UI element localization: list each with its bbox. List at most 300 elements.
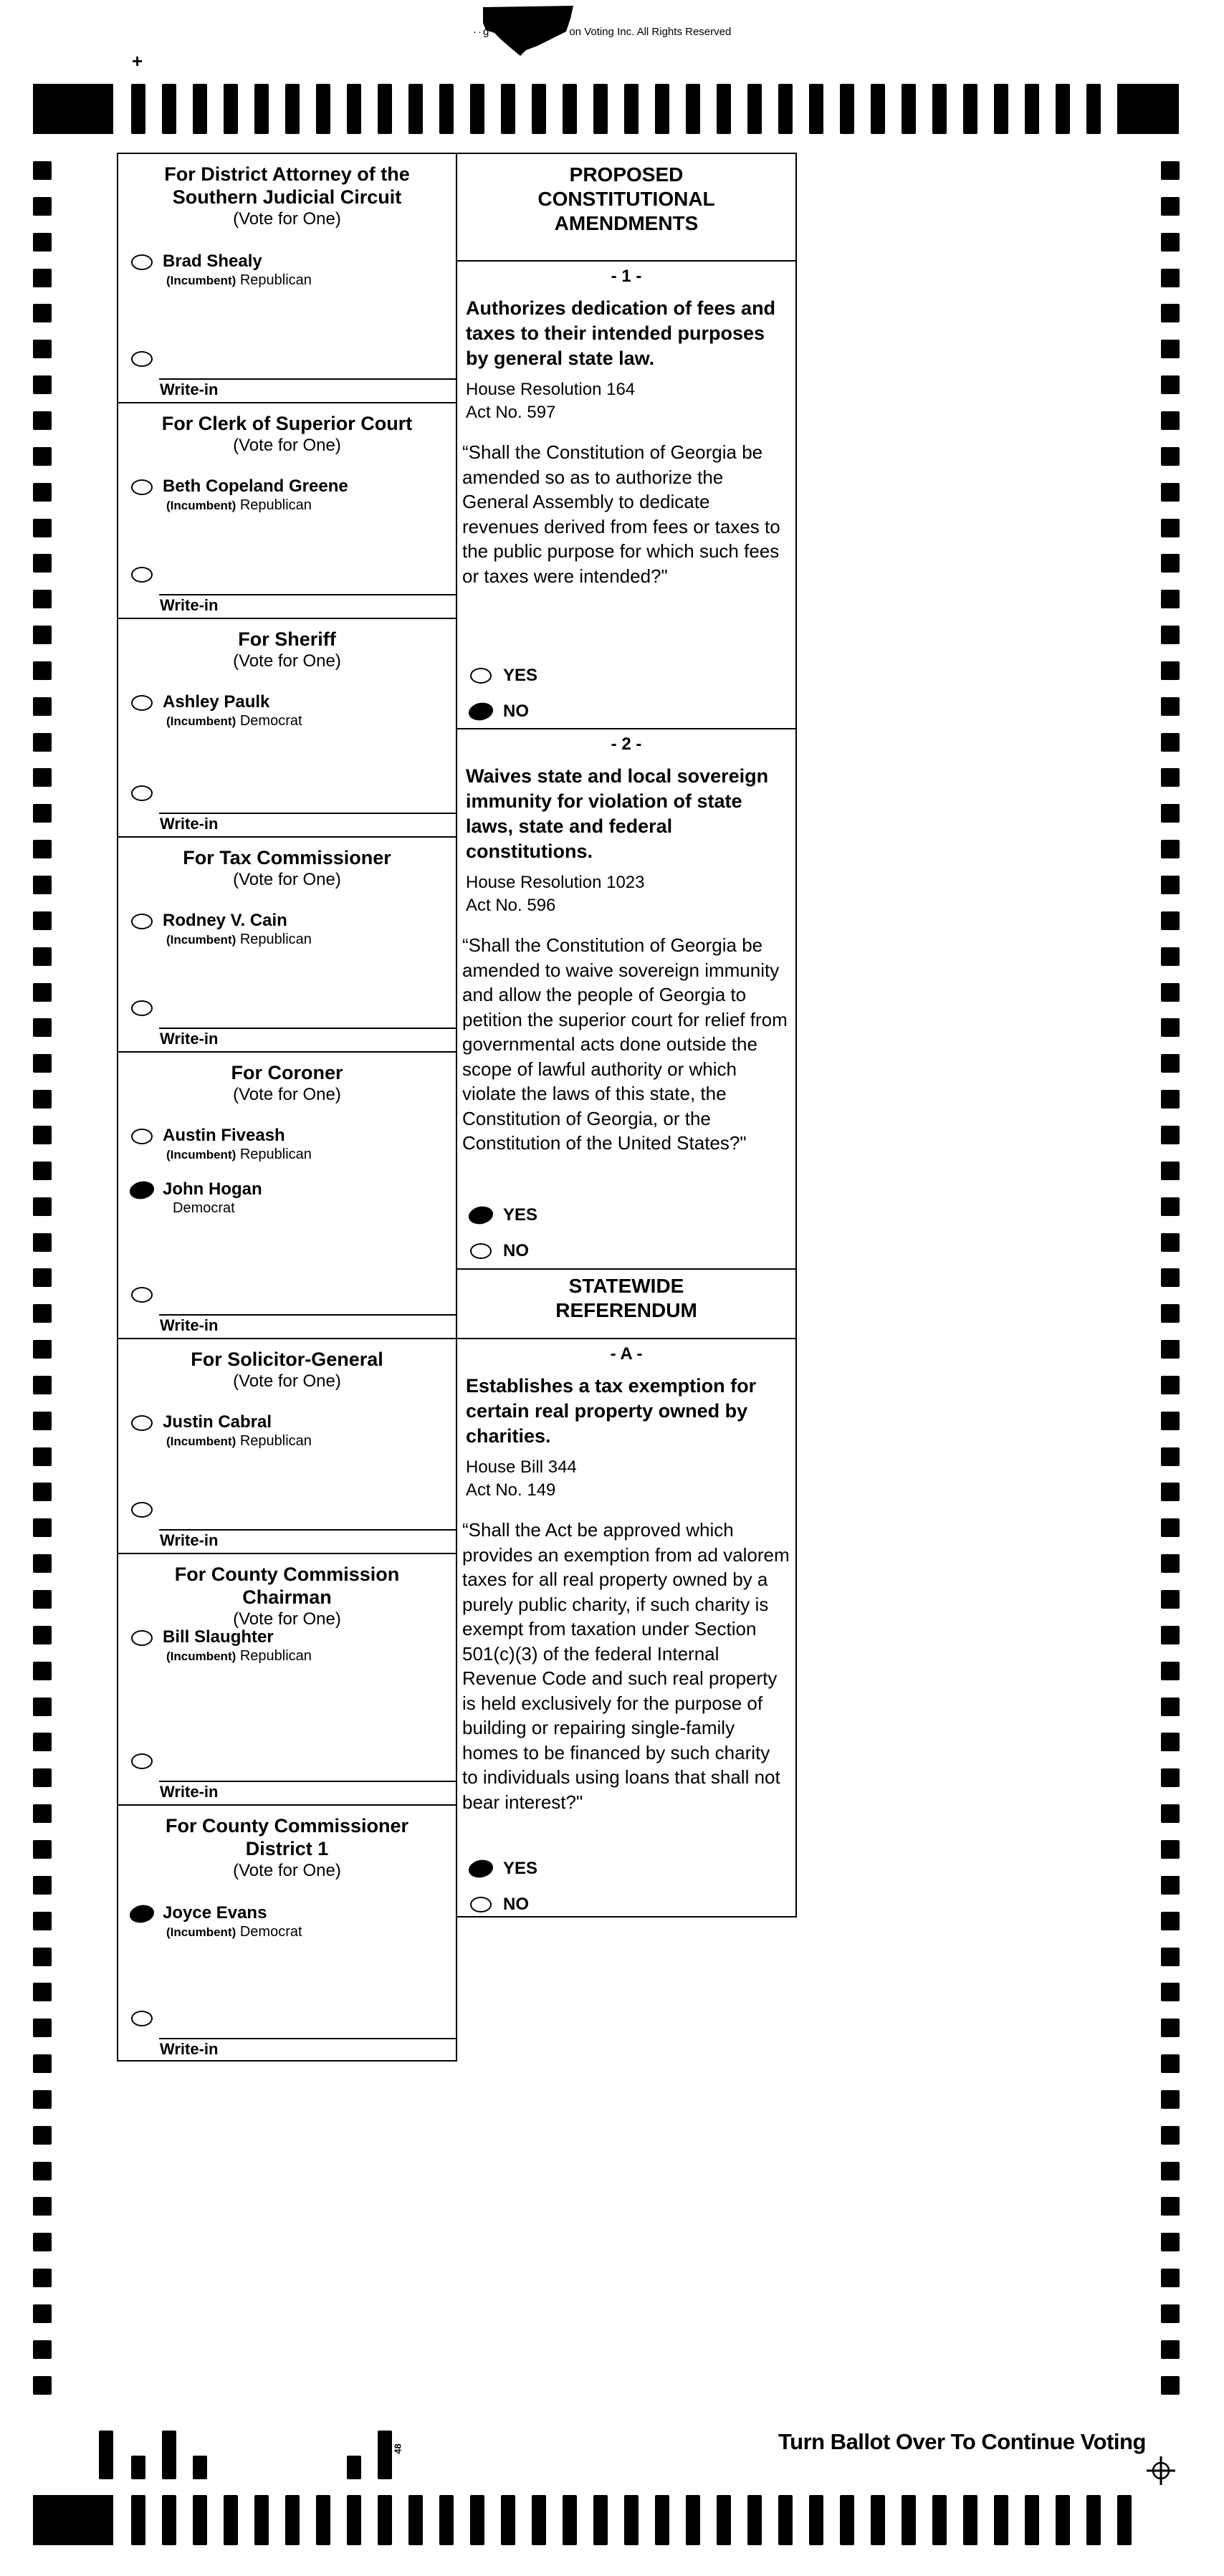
left-timing-mark [33,1483,52,1501]
top-timing-bar [285,84,300,134]
bottom-timing-bar [593,2495,608,2545]
candidate-name: Joyce Evans [163,1903,267,1923]
contest-vote-instruction: (Vote for One) [233,1609,341,1629]
ballot-measures-column [456,153,797,1917]
candidate-name: Ashley Paulk [163,692,270,712]
contest [118,619,456,838]
bottom-timing-bar [563,2495,577,2545]
candidate-party [166,712,302,730]
left-timing-mark [33,1268,52,1287]
bottom-timing-bar [1117,2495,1132,2545]
left-timing-mark [33,1698,52,1716]
candidate-option[interactable] [131,912,456,955]
left-timing-mark [33,1304,52,1323]
left-timing-mark [33,161,52,180]
bottom-timing-bar [686,2495,700,2545]
left-timing-mark [33,661,52,680]
candidate-name: Rodney V. Cain [163,911,287,930]
party-name: Republican [239,1146,312,1162]
right-timing-mark [1161,1268,1180,1287]
filled-vote-oval[interactable] [467,1205,495,1227]
right-timing-mark [1161,2019,1180,2037]
contest-title: For District Attorney of the Southern Judicial Circuit [164,163,410,208]
contest [118,1339,456,1554]
write-in-oval[interactable] [131,785,153,801]
turn-ballot-instruction: Turn Ballot Over To Continue Voting [778,2429,1146,2454]
right-timing-mark [1161,1662,1180,1680]
candidate-option[interactable] [131,1905,456,1948]
top-timing-bar [1025,84,1039,134]
left-timing-mark [33,1054,52,1073]
right-timing-mark [1161,626,1180,644]
left-timing-mark [33,2162,52,2180]
contest-title: For County Commission Chairman [174,1564,400,1608]
top-timing-bar [439,84,454,134]
left-timing-mark [33,1733,52,1751]
vote-oval[interactable] [470,1243,492,1259]
right-timing-mark [1161,1162,1180,1180]
contest-title: For Coroner [231,1062,343,1083]
vote-oval[interactable] [131,914,153,929]
vote-oval[interactable] [131,254,153,270]
bottom-timing-bar [408,2495,423,2545]
left-timing-mark [33,876,52,894]
left-timing-mark [33,1447,52,1466]
candidate-party [166,1146,312,1164]
bottom-timing-bar [624,2495,639,2545]
right-timing-mark [1161,2197,1180,2216]
right-timing-mark [1161,1768,1180,1787]
amendments-header [457,154,795,262]
candidate-name: Bill Slaughter [163,1627,274,1647]
contest [118,1806,456,2063]
incumbent-label: (Incumbent) [166,499,236,512]
option-label: YES [503,1859,538,1878]
right-timing-mark [1161,2340,1180,2359]
contest-title: For Sheriff [238,628,336,650]
right-timing-mark [1161,840,1180,858]
right-timing-mark [1161,1376,1180,1394]
bottom-timing-bar [1025,2495,1039,2545]
bottom-timing-bar [932,2495,947,2545]
right-timing-mark [1161,1304,1180,1323]
contest [118,1554,456,1806]
right-timing-mark [1161,947,1180,966]
contest [118,403,456,619]
right-timing-mark [1161,2304,1180,2323]
candidate-option[interactable] [131,1629,456,1672]
right-timing-mark [1161,447,1180,466]
left-timing-mark [33,768,52,787]
left-timing-mark [33,304,52,322]
incumbent-label: (Incumbent) [166,714,236,728]
candidate-party [166,1647,312,1665]
left-timing-mark [33,2054,52,2073]
bottom-timing-bar [347,2495,361,2545]
ballot-question [457,1339,795,1919]
candidate-party [166,497,312,514]
contest-vote-instruction: (Vote for One) [233,651,341,671]
top-timing-bar [624,84,639,134]
filled-vote-oval[interactable] [128,1903,156,1925]
right-timing-mark [1161,1733,1180,1751]
write-in-label: Write-in [160,1783,219,1801]
write-in-field[interactable] [159,2038,456,2039]
write-in-field[interactable] [159,594,456,595]
right-timing-mark [1161,519,1180,537]
left-timing-mark [33,1876,52,1895]
incumbent-label: (Incumbent) [166,1649,236,1663]
candidate-name: Austin Fiveash [163,1126,285,1145]
registration-mark: + [132,50,143,72]
left-timing-mark [33,804,52,823]
write-in-oval[interactable] [131,351,153,367]
candidate-name: Justin Cabral [163,1412,272,1432]
vote-oval[interactable] [470,668,492,684]
top-timing-bar [408,84,423,134]
incumbent-label: (Incumbent) [166,274,236,287]
left-timing-mark [33,626,52,644]
right-timing-mark [1161,1554,1180,1573]
left-timing-mark [33,2376,52,2395]
contest-title: For Tax Commissioner [183,847,391,868]
write-in-field[interactable] [159,1028,456,1029]
left-timing-mark [33,840,52,858]
candidate-option[interactable] [131,1414,456,1457]
question-text: “Shall the Constitution of Georgia be amended to waive sovereign immunity and allow the people of Georgia to petition the superior court for relief from governmental acts done outside the scope of lawful authority or which violate the laws of this state, the Constitution of Georgia, or the Constitution of the United States?" [462,934,788,1154]
bottom-timing-bar [778,2495,793,2545]
bottom-timing-bar [501,2495,515,2545]
right-timing-mark [1161,483,1180,502]
option-label: YES [503,1205,538,1225]
option-label: NO [503,702,529,721]
contest-vote-instruction: (Vote for One) [233,1371,341,1391]
left-timing-mark [33,269,52,287]
bottom-timing-bar [871,2495,885,2545]
top-timing-bar [131,84,145,134]
left-timing-mark [33,1662,52,1680]
bottom-timing-bar [224,2495,238,2545]
left-timing-mark [33,2233,52,2251]
act-number: Act No. 149 [466,1480,556,1500]
left-timing-mark [33,1804,52,1823]
top-timing-bar [932,84,947,134]
resolution-reference: House Resolution 164 [466,380,636,399]
left-timing-mark [33,1983,52,2001]
resolution-reference: House Bill 344 [466,1457,577,1477]
write-in-oval[interactable] [131,1753,153,1769]
left-timing-mark [33,233,52,252]
bottom-timing-bar [285,2495,300,2545]
candidate-option[interactable] [131,478,456,521]
party-name: Democrat [173,1200,235,1216]
write-in-oval[interactable] [131,2011,153,2026]
top-timing-bar [162,84,176,134]
bottom-timing-bar [1086,2495,1101,2545]
ballot-code-label: 48 [392,2443,403,2454]
ballot-question [457,262,795,729]
top-timing-right-block [1117,84,1179,134]
act-number: Act No. 597 [466,403,556,422]
redaction-blot [480,4,580,59]
bottom-timing-bar [1056,2495,1070,2545]
right-timing-mark [1161,1197,1180,1216]
right-timing-mark [1161,554,1180,573]
bottom-timing-bar [439,2495,454,2545]
question-text: “Shall the Act be approved which provides an exemption from ad valorem taxes for all real property owned by a purely public charity, if such charity is exempt from taxation under Section 501(c)(3) of the federal Internal Revenue Code and such real property is held exclusively for the purpose of building or repairing single-family homes to be financed by such charity to individuals using loans that shall not bear interest?" [462,1519,790,1813]
top-timing-bar [717,84,731,134]
option-label: NO [503,1241,529,1260]
top-timing-bar [532,84,546,134]
referendum-header [457,1270,795,1339]
left-timing-mark [33,2126,52,2145]
party-name: Republican [239,932,312,947]
party-name: Republican [239,272,312,288]
right-timing-mark [1161,2269,1180,2287]
top-timing-bar [224,84,238,134]
candidate-option[interactable] [131,253,456,296]
left-timing-mark [33,447,52,466]
contest-vote-instruction: (Vote for One) [233,436,341,455]
ballot-code-bar [99,2431,113,2479]
right-timing-mark [1161,733,1180,752]
contest-vote-instruction: (Vote for One) [233,1085,341,1104]
bottom-timing-bar [902,2495,916,2545]
bottom-timing-bar [717,2495,731,2545]
right-timing-mark [1161,2233,1180,2251]
left-timing-mark [33,340,52,358]
write-in-oval[interactable] [131,1287,153,1303]
write-in-field[interactable] [159,1529,456,1531]
question-text: “Shall the Constitution of Georgia be amended so as to authorize the General Assembly to dedicate revenues derived from fees or taxes to the public purpose for which such fees or taxes were intended?" [462,441,780,587]
write-in-field[interactable] [159,378,456,380]
question-number: - 1 - [611,267,642,286]
write-in-field[interactable] [159,813,456,814]
right-timing-mark [1161,197,1180,216]
filled-vote-oval[interactable] [467,1858,495,1880]
filled-vote-oval[interactable] [467,701,495,723]
bottom-timing-bar [162,2495,176,2545]
incumbent-label: (Incumbent) [166,933,236,947]
candidate-party [173,1200,235,1217]
right-timing-mark [1161,1876,1180,1895]
top-timing-bar [1056,84,1070,134]
write-in-label: Write-in [160,380,219,398]
left-timing-mark [33,2197,52,2216]
top-timing-bar [501,84,515,134]
left-timing-mark [33,1912,52,1930]
write-in-oval[interactable] [131,567,153,583]
section-heading: STATEWIDE REFERENDUM [555,1275,697,1321]
candidate-option[interactable] [131,1127,456,1170]
right-timing-mark [1161,661,1180,680]
top-timing-bar [378,84,392,134]
crosshair-registration-icon [1145,2455,1177,2486]
right-timing-mark [1161,1912,1180,1930]
candidate-contests-column [117,153,457,2062]
contest-vote-instruction: (Vote for One) [233,209,341,229]
right-timing-mark [1161,590,1180,608]
right-timing-mark [1161,1518,1180,1537]
top-timing-bar [871,84,885,134]
contest-title: For Clerk of Superior Court [161,413,413,434]
left-timing-mark [33,1376,52,1394]
left-timing-mark [33,983,52,1002]
left-timing-mark [33,733,52,752]
right-timing-mark [1161,1233,1180,1252]
right-timing-mark [1161,1126,1180,1144]
candidate-party [166,1432,312,1450]
bottom-timing-bar [994,2495,1008,2545]
right-timing-mark [1161,340,1180,358]
vote-oval[interactable] [131,1129,153,1144]
top-timing-bar [1086,84,1101,134]
right-timing-mark [1161,697,1180,716]
option-label: YES [503,666,538,685]
act-number: Act No. 596 [466,896,556,915]
section-heading: PROPOSED CONSTITUTIONAL AMENDMENTS [537,163,715,234]
left-timing-mark [33,1554,52,1573]
bottom-timing-left-block [33,2495,113,2545]
bottom-timing-bar [131,2495,145,2545]
left-timing-mark [33,2019,52,2037]
vote-oval[interactable] [131,695,153,711]
incumbent-label: (Incumbent) [166,1435,236,1448]
right-timing-mark [1161,1698,1180,1716]
right-timing-mark [1161,1483,1180,1501]
right-timing-mark [1161,983,1180,1002]
ballot-code-bar [378,2431,392,2479]
ballot-code-bar [193,2456,207,2479]
left-timing-mark [33,2269,52,2287]
right-timing-mark [1161,804,1180,823]
right-timing-mark [1161,1804,1180,1823]
left-timing-mark [33,1626,52,1644]
candidate-option[interactable] [131,1181,456,1224]
top-timing-bar [963,84,977,134]
left-timing-mark [33,2340,52,2359]
left-timing-mark [33,697,52,716]
right-timing-mark [1161,1447,1180,1466]
top-timing-bar [840,84,854,134]
bottom-timing-bar [316,2495,330,2545]
left-timing-mark [33,1840,52,1859]
candidate-option[interactable] [131,694,456,737]
right-timing-mark [1161,233,1180,252]
left-timing-mark [33,1412,52,1430]
ballot-code-bar [162,2431,176,2479]
candidate-party [166,272,312,289]
option-label: NO [503,1895,529,1914]
left-timing-mark [33,1518,52,1537]
right-timing-mark [1161,2376,1180,2395]
write-in-label: Write-in [160,596,219,614]
right-timing-mark [1161,2126,1180,2145]
bottom-timing-bar [747,2495,762,2545]
right-timing-mark [1161,876,1180,894]
vote-oval[interactable] [131,1630,153,1646]
write-in-field[interactable] [159,1781,456,1782]
top-timing-bar [470,84,484,134]
right-timing-mark [1161,1054,1180,1073]
left-timing-mark [33,554,52,573]
right-timing-mark [1161,1840,1180,1859]
left-timing-mark [33,1018,52,1037]
left-timing-mark [33,947,52,966]
vote-oval[interactable] [131,1415,153,1431]
left-timing-mark [33,197,52,216]
candidate-party [166,931,312,949]
top-timing-bar [994,84,1008,134]
right-timing-mark [1161,1412,1180,1430]
party-name: Republican [239,1648,312,1664]
right-timing-mark [1161,1948,1180,1966]
incumbent-label: (Incumbent) [166,1148,236,1162]
right-timing-mark [1161,411,1180,430]
top-timing-bar [902,84,916,134]
top-timing-bar [655,84,669,134]
left-timing-mark [33,2090,52,2109]
right-timing-mark [1161,269,1180,287]
copyright-prefix: ··g [473,26,491,38]
left-timing-mark [33,1197,52,1216]
write-in-label: Write-in [160,1531,219,1549]
resolution-reference: House Resolution 1023 [466,873,645,892]
right-timing-mark [1161,161,1180,180]
bottom-timing-bar [840,2495,854,2545]
right-timing-mark [1161,1090,1180,1109]
write-in-oval[interactable] [131,1000,153,1016]
vote-oval[interactable] [131,479,153,495]
right-timing-mark [1161,1340,1180,1359]
question-summary: Waives state and local sovereign immunity for violation of state laws, state and federal constitutions. [466,765,769,862]
contest [118,1053,456,1339]
contest [118,154,456,403]
top-timing-left-block [33,84,113,134]
incumbent-label: (Incumbent) [166,1925,236,1939]
right-timing-mark [1161,768,1180,787]
candidate-party [166,1923,302,1941]
top-timing-bar [563,84,577,134]
question-summary: Authorizes dedication of fees and taxes to their intended purposes by general state law. [466,297,776,369]
contest-vote-instruction: (Vote for One) [233,870,341,889]
copyright-text: on Voting Inc. All Rights Reserved [569,26,732,38]
top-timing-bar [686,84,700,134]
write-in-oval[interactable] [131,1502,153,1518]
bottom-timing-bar [963,2495,977,2545]
question-number: - 2 - [611,734,642,754]
left-timing-mark [33,1340,52,1359]
left-timing-mark [33,411,52,430]
write-in-field[interactable] [159,1314,456,1316]
write-in-label: Write-in [160,2040,219,2058]
party-name: Republican [239,497,312,513]
candidate-name: Beth Copeland Greene [163,477,348,496]
vote-oval[interactable] [470,1897,492,1912]
right-timing-mark [1161,911,1180,930]
top-timing-bar [347,84,361,134]
left-timing-mark [33,1126,52,1144]
left-timing-mark [33,1768,52,1787]
left-timing-mark [33,911,52,930]
top-timing-bar [747,84,762,134]
right-timing-mark [1161,1983,1180,2001]
top-timing-bar [193,84,207,134]
filled-vote-oval[interactable] [128,1179,156,1202]
write-in-label: Write-in [160,1316,219,1334]
party-name: Republican [239,1433,312,1449]
party-name: Democrat [239,713,302,729]
